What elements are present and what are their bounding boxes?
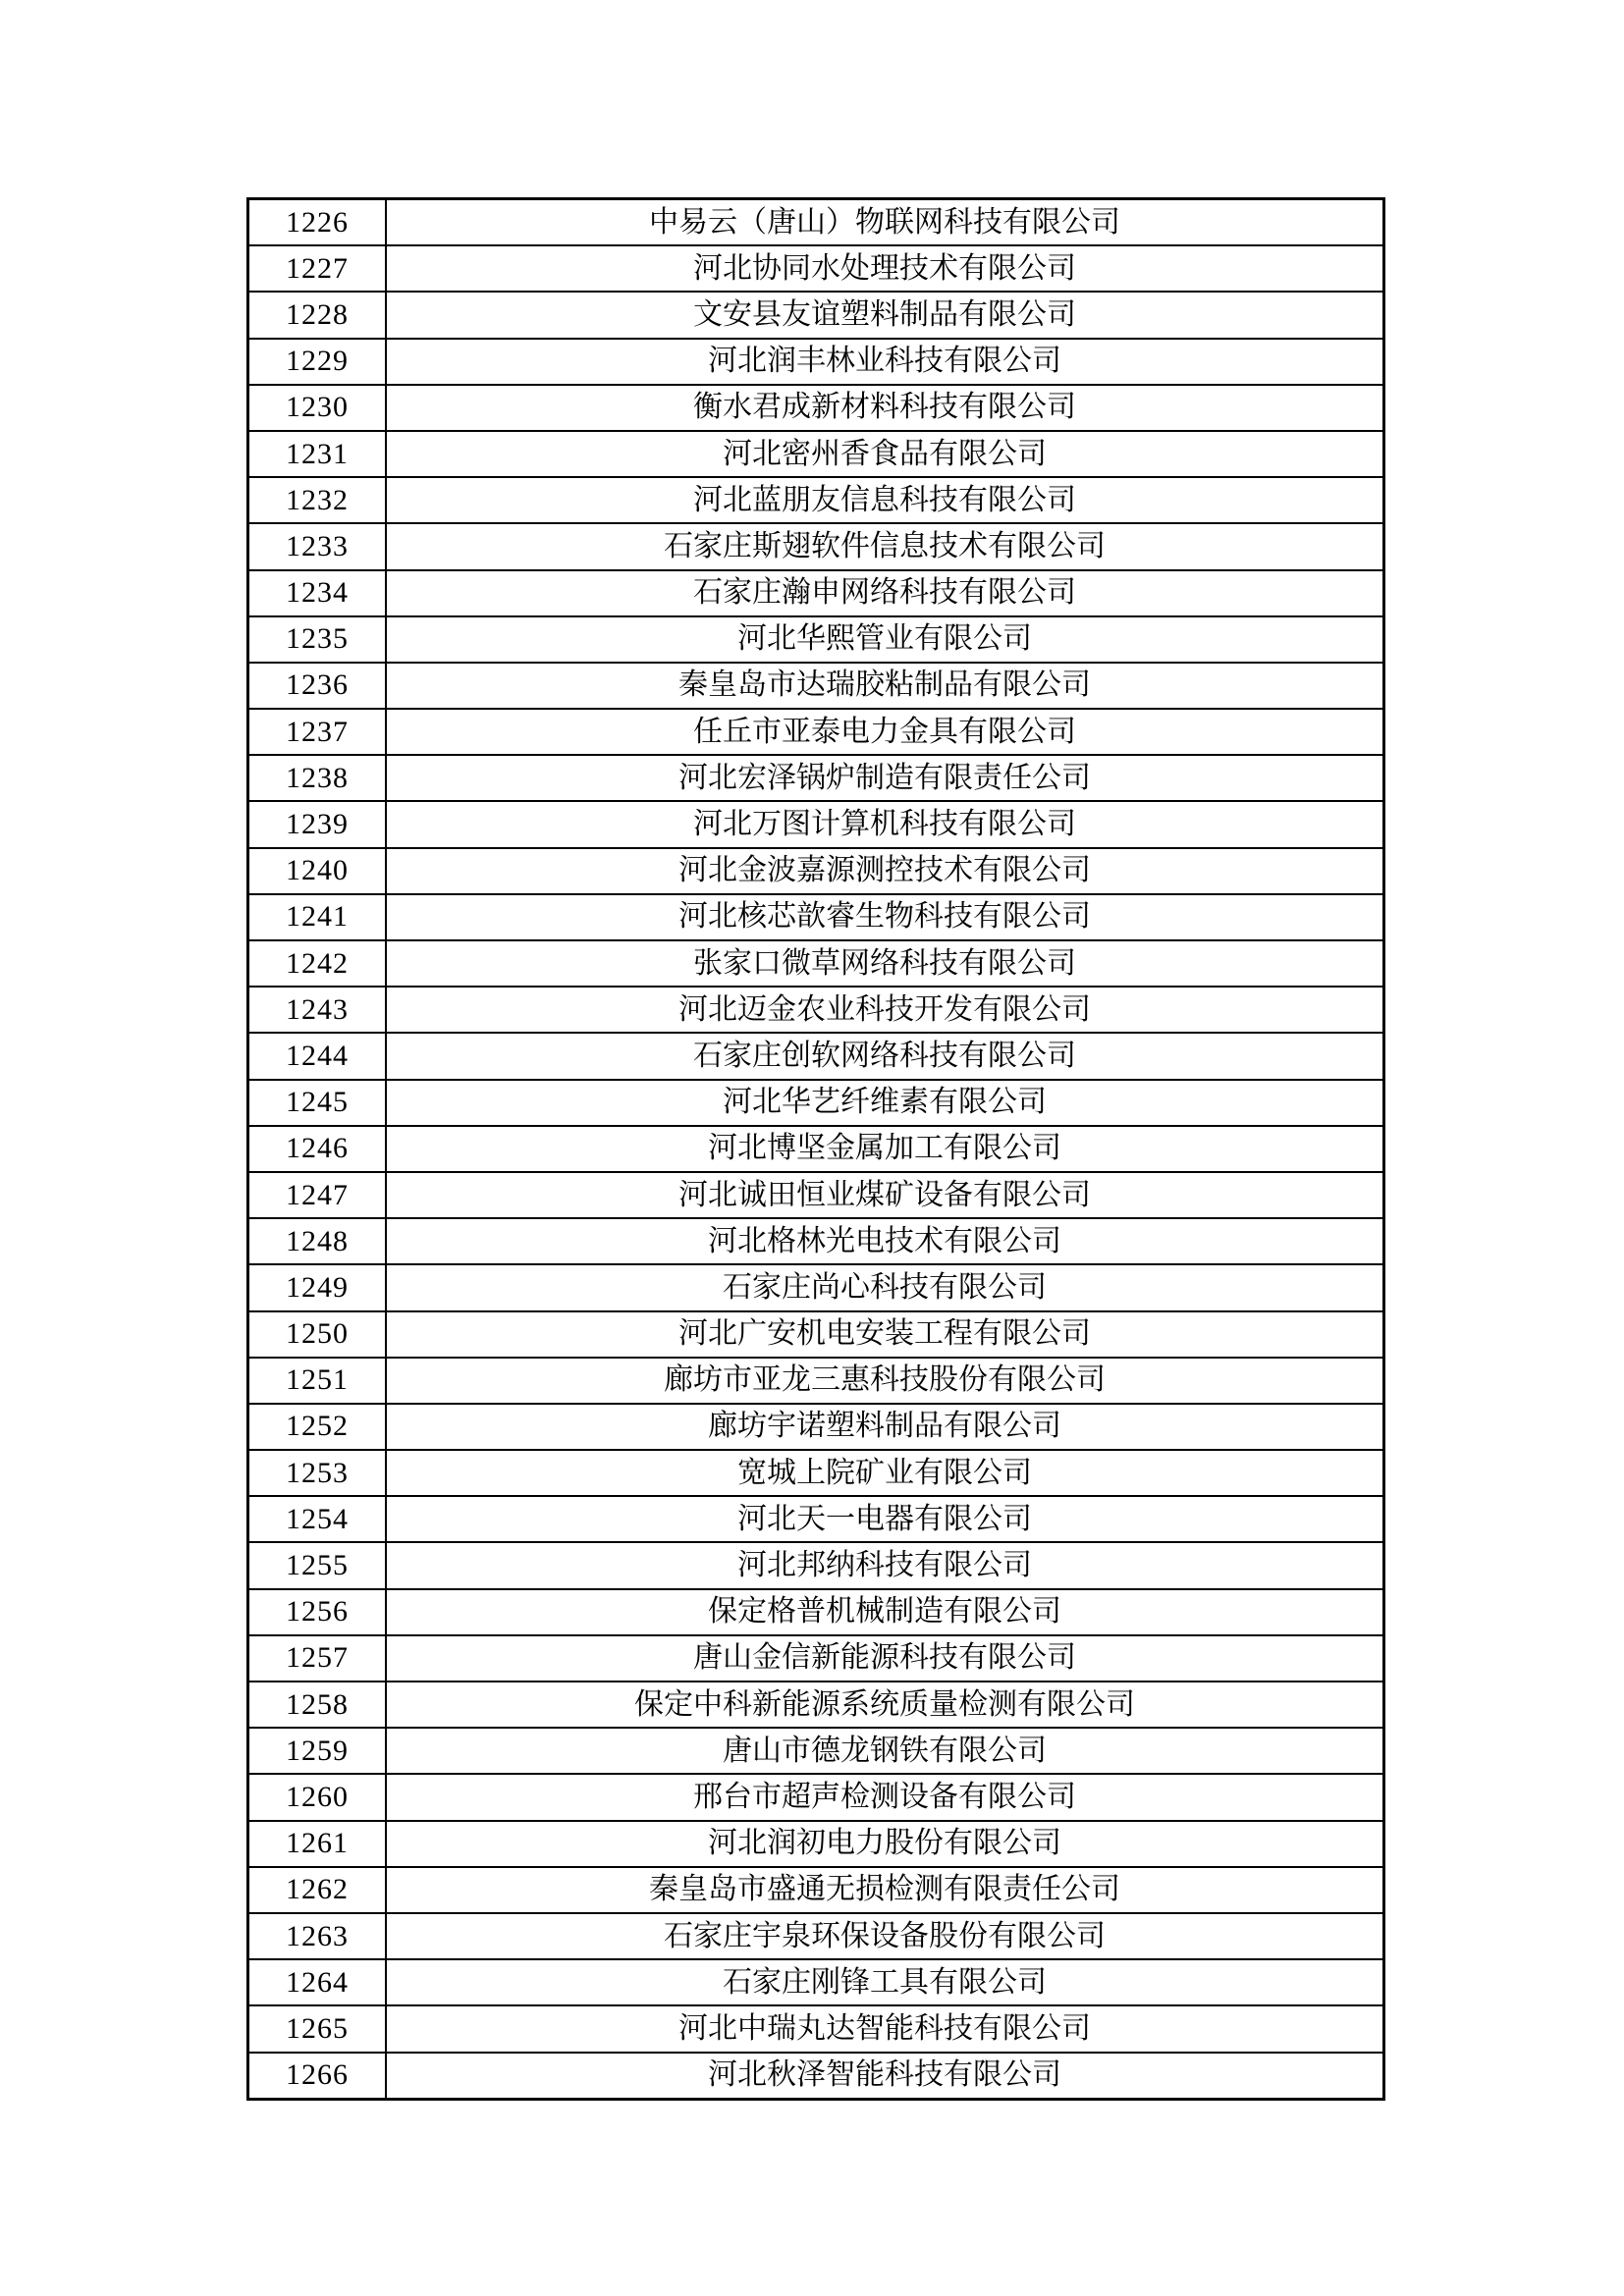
table-row (248, 663, 1384, 709)
company-name-cell: 石家庄刚锋工具有限公司 (386, 1959, 1384, 2005)
row-index-cell: 1248 (248, 1218, 387, 1264)
row-index-cell: 1234 (248, 570, 387, 616)
table-row (248, 339, 1384, 385)
row-index-cell: 1247 (248, 1172, 387, 1218)
company-name-cell: 河北邦纳科技有限公司 (386, 1542, 1384, 1588)
row-index-cell: 1264 (248, 1959, 387, 2005)
row-index-cell: 1252 (248, 1404, 387, 1450)
company-name-cell: 河北宏泽锅炉制造有限责任公司 (386, 755, 1384, 801)
row-index-cell: 1239 (248, 801, 387, 847)
table-row (248, 709, 1384, 755)
table-row (248, 2005, 1384, 2052)
row-index-cell: 1258 (248, 1682, 387, 1728)
table-row (248, 199, 1384, 246)
row-index-cell: 1241 (248, 894, 387, 940)
table-row (248, 616, 1384, 663)
company-table-container (246, 197, 1385, 2101)
table-row (248, 848, 1384, 894)
row-index-cell: 1244 (248, 1033, 387, 1079)
company-name-cell: 文安县友谊塑料制品有限公司 (386, 292, 1384, 338)
table-row (248, 1358, 1384, 1404)
row-index-cell: 1250 (248, 1311, 387, 1358)
table-row (248, 1542, 1384, 1588)
company-name-cell: 河北润丰林业科技有限公司 (386, 339, 1384, 385)
row-index-cell: 1243 (248, 987, 387, 1033)
company-name-cell: 河北蓝朋友信息科技有限公司 (386, 477, 1384, 523)
row-index-cell: 1261 (248, 1821, 387, 1867)
company-name-cell: 河北万图计算机科技有限公司 (386, 801, 1384, 847)
company-name-cell: 石家庄斯翅软件信息技术有限公司 (386, 523, 1384, 569)
table-row (248, 940, 1384, 987)
company-name-cell: 石家庄创软网络科技有限公司 (386, 1033, 1384, 1079)
row-index-cell: 1265 (248, 2005, 387, 2052)
company-name-cell: 河北博坚金属加工有限公司 (386, 1126, 1384, 1172)
table-row (248, 1080, 1384, 1126)
row-index-cell: 1255 (248, 1542, 387, 1588)
company-table-body (248, 199, 1384, 2100)
company-name-cell: 河北密州香食品有限公司 (386, 431, 1384, 477)
company-name-cell: 唐山市德龙钢铁有限公司 (386, 1728, 1384, 1774)
table-row (248, 2053, 1384, 2100)
table-row (248, 987, 1384, 1033)
row-index-cell: 1262 (248, 1867, 387, 1913)
row-index-cell: 1233 (248, 523, 387, 569)
row-index-cell: 1263 (248, 1913, 387, 1959)
row-index-cell: 1245 (248, 1080, 387, 1126)
row-index-cell: 1230 (248, 385, 387, 431)
company-name-cell: 河北天一电器有限公司 (386, 1496, 1384, 1542)
company-name-cell: 保定中科新能源系统质量检测有限公司 (386, 1682, 1384, 1728)
row-index-cell: 1240 (248, 848, 387, 894)
row-index-cell: 1231 (248, 431, 387, 477)
table-row (248, 385, 1384, 431)
company-name-cell: 河北诚田恒业煤矿设备有限公司 (386, 1172, 1384, 1218)
row-index-cell: 1259 (248, 1728, 387, 1774)
row-index-cell: 1227 (248, 245, 387, 292)
table-row (248, 1496, 1384, 1542)
table-row (248, 1959, 1384, 2005)
row-index-cell: 1257 (248, 1635, 387, 1682)
table-row (248, 801, 1384, 847)
row-index-cell: 1266 (248, 2053, 387, 2100)
company-name-cell: 中易云（唐山）物联网科技有限公司 (386, 199, 1384, 246)
company-name-cell: 河北中瑞丸达智能科技有限公司 (386, 2005, 1384, 2052)
table-row (248, 1589, 1384, 1635)
company-name-cell: 河北华熙管业有限公司 (386, 616, 1384, 663)
company-name-cell: 宽城上院矿业有限公司 (386, 1450, 1384, 1496)
table-row (248, 292, 1384, 338)
row-index-cell: 1260 (248, 1774, 387, 1820)
row-index-cell: 1253 (248, 1450, 387, 1496)
table-row (248, 1728, 1384, 1774)
table-row (248, 1774, 1384, 1820)
company-table (246, 197, 1385, 2101)
company-name-cell: 河北广安机电安装工程有限公司 (386, 1311, 1384, 1358)
company-name-cell: 河北格林光电技术有限公司 (386, 1218, 1384, 1264)
row-index-cell: 1256 (248, 1589, 387, 1635)
company-name-cell: 邢台市超声检测设备有限公司 (386, 1774, 1384, 1820)
table-row (248, 570, 1384, 616)
company-name-cell: 张家口微草网络科技有限公司 (386, 940, 1384, 987)
company-name-cell: 廊坊市亚龙三惠科技股份有限公司 (386, 1358, 1384, 1404)
row-index-cell: 1246 (248, 1126, 387, 1172)
row-index-cell: 1249 (248, 1264, 387, 1310)
row-index-cell: 1254 (248, 1496, 387, 1542)
company-name-cell: 秦皇岛市达瑞胶粘制品有限公司 (386, 663, 1384, 709)
table-row (248, 1450, 1384, 1496)
company-name-cell: 河北协同水处理技术有限公司 (386, 245, 1384, 292)
company-name-cell: 石家庄宇泉环保设备股份有限公司 (386, 1913, 1384, 1959)
company-name-cell: 任丘市亚泰电力金具有限公司 (386, 709, 1384, 755)
table-row (248, 431, 1384, 477)
table-row (248, 477, 1384, 523)
table-row (248, 1404, 1384, 1450)
company-name-cell: 河北核芯歆睿生物科技有限公司 (386, 894, 1384, 940)
row-index-cell: 1242 (248, 940, 387, 987)
table-row (248, 1264, 1384, 1310)
company-name-cell: 石家庄尚心科技有限公司 (386, 1264, 1384, 1310)
company-name-cell: 石家庄瀚申网络科技有限公司 (386, 570, 1384, 616)
company-name-cell: 河北迈金农业科技开发有限公司 (386, 987, 1384, 1033)
company-name-cell: 衡水君成新材料科技有限公司 (386, 385, 1384, 431)
table-row (248, 1033, 1384, 1079)
table-row (248, 1311, 1384, 1358)
table-row (248, 1126, 1384, 1172)
company-name-cell: 秦皇岛市盛通无损检测有限责任公司 (386, 1867, 1384, 1913)
company-name-cell: 河北秋泽智能科技有限公司 (386, 2053, 1384, 2100)
table-row (248, 523, 1384, 569)
company-name-cell: 河北润初电力股份有限公司 (386, 1821, 1384, 1867)
table-row (248, 245, 1384, 292)
company-name-cell: 河北华艺纤维素有限公司 (386, 1080, 1384, 1126)
row-index-cell: 1226 (248, 199, 387, 246)
company-name-cell: 河北金波嘉源测控技术有限公司 (386, 848, 1384, 894)
row-index-cell: 1235 (248, 616, 387, 663)
table-row (248, 1172, 1384, 1218)
row-index-cell: 1232 (248, 477, 387, 523)
company-name-cell: 唐山金信新能源科技有限公司 (386, 1635, 1384, 1682)
table-row (248, 1635, 1384, 1682)
row-index-cell: 1237 (248, 709, 387, 755)
company-name-cell: 廊坊宇诺塑料制品有限公司 (386, 1404, 1384, 1450)
table-row (248, 1682, 1384, 1728)
table-row (248, 1821, 1384, 1867)
row-index-cell: 1229 (248, 339, 387, 385)
row-index-cell: 1251 (248, 1358, 387, 1404)
company-name-cell: 保定格普机械制造有限公司 (386, 1589, 1384, 1635)
table-row (248, 1913, 1384, 1959)
row-index-cell: 1236 (248, 663, 387, 709)
table-row (248, 894, 1384, 940)
table-row (248, 755, 1384, 801)
table-row (248, 1867, 1384, 1913)
row-index-cell: 1228 (248, 292, 387, 338)
table-row (248, 1218, 1384, 1264)
row-index-cell: 1238 (248, 755, 387, 801)
